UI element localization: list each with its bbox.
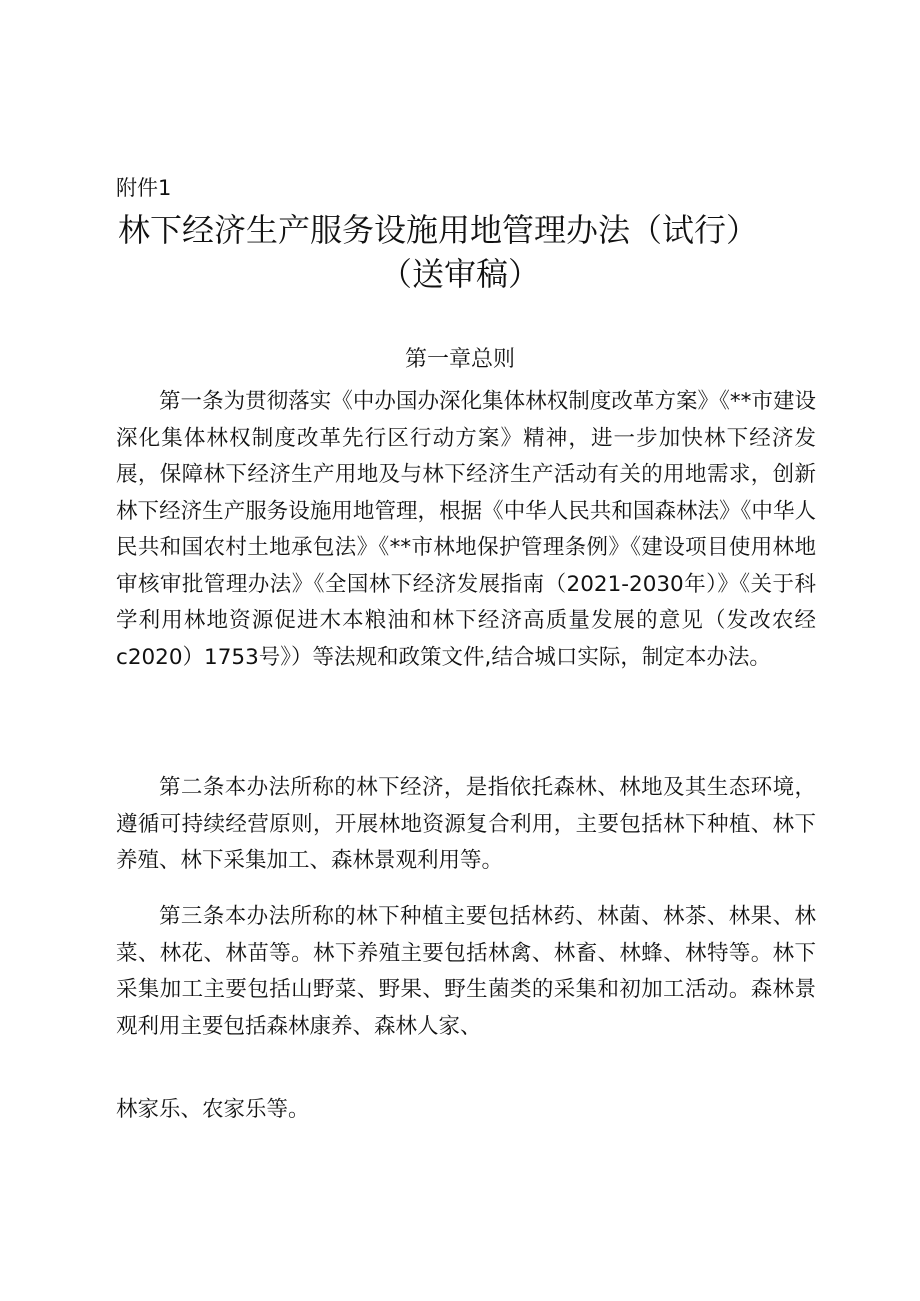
document-subtitle: （送审稿） xyxy=(379,255,540,293)
article-1 xyxy=(116,384,816,676)
attachment-label: 附件1 xyxy=(116,176,172,200)
article-2 xyxy=(116,770,816,880)
article-1-text: 第一条为贯彻落实《中办国办深化集体林权制度改革方案》《**市建设深化集体林权制度改革先行区行动方案》精神，进一步加快林下经济发展，保障林下经济生产用地及与林下经济生产活动有关的用地需求，创新林下经济生产服务设施用地管理，根据《中华人民共和国森林法》《中华人民共和国农村土地承包法》《**市林地保护管理条例》《建设项目使用林地审核审批管理办法》《全国林下经济发展指南（2021-2030年）》《关于科学利用林地资源促进木本粮油和林下经济高质量发展的意见（发改农经c2020）1753号》）等法规和政策文件,结合城口实际，制定本办法。 xyxy=(116,389,816,670)
article-3-text: 第三条本办法所称的林下种植主要包括林药、林菌、林茶、林果、林菜、林花、林苗等。林下养殖主要包括林禽、林畜、林蜂、林特等。林下采集加工主要包括山野菜、野果、野生菌类的采集和初加工活动。森林景观利用主要包括森林康养、森林人家、 xyxy=(116,904,816,1039)
article-3-continuation: 林家乐、农家乐等。 xyxy=(116,1097,310,1122)
document-title: 林下经济生产服务设施用地管理办法（试行） xyxy=(117,211,758,249)
chapter-heading: 第一章总则 xyxy=(404,347,515,372)
article-2-text: 第二条本办法所称的林下经济，是指依托森林、林地及其生态环境，遵循可持续经营原则，开展林地资源复合利用，主要包括林下种植、林下养殖、林下采集加工、森林景观利用等。 xyxy=(116,775,816,873)
article-3 xyxy=(116,899,816,1045)
